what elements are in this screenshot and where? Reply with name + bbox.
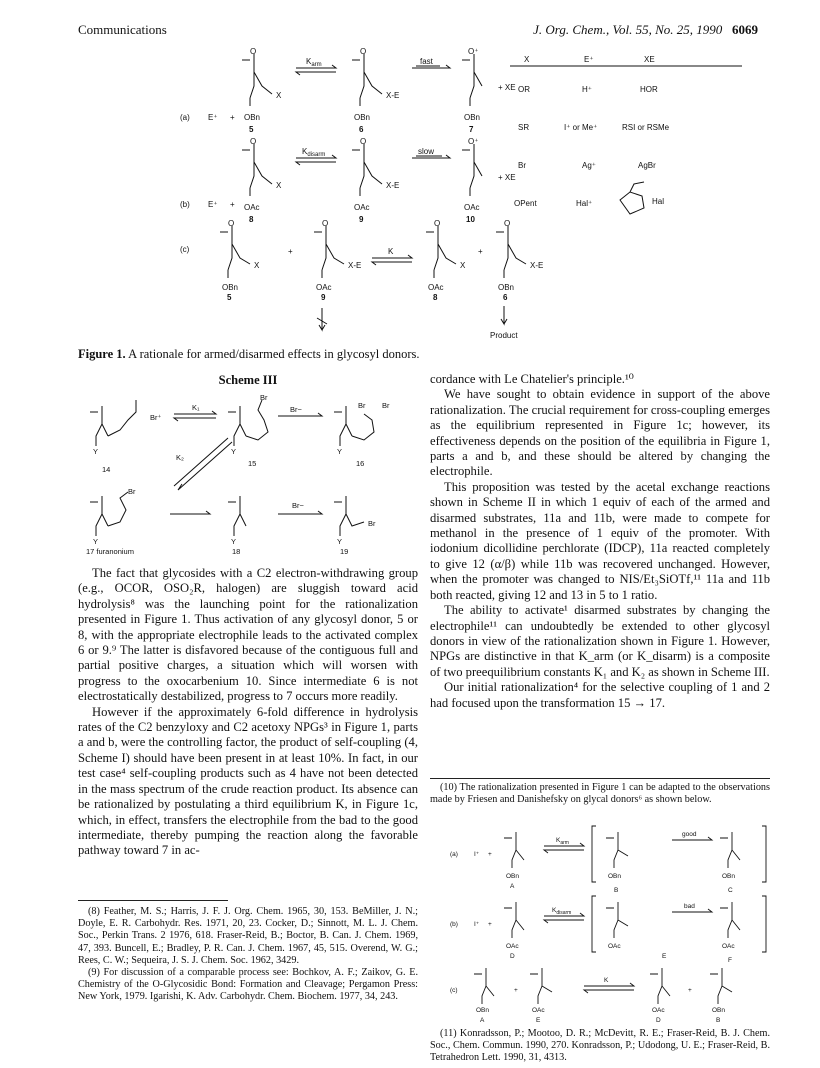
oxo-cation-10: O⁺ [468, 137, 479, 146]
oac-c9: OAc [316, 283, 332, 292]
complex-6: X-E [386, 91, 400, 100]
right-paragraph: This proposition was tested by the acetal exchange reactions shown in Scheme II in which 1 equiv of each of the armed and disarmed substrates, 11a and 11b, were made to compete for methanol in the presence of 1 equiv of the promoter. With iodonium dicollidine perchlorate (IDCP), 11a reacted completely to give 12 (α/β) while 11b was recovered unchanged. However, when the promoter was changed to NIS/Et₃SiOTf,¹¹ 11a and 11b both reacted, giving 12 and 13 in 5 to 1 ratio. [430, 479, 770, 602]
br-19: Br [368, 519, 376, 528]
svg-text:+: + [488, 851, 492, 858]
right-paragraph: cordance with Le Chatelier's principle.¹⁰ [430, 372, 634, 386]
left-paragraph: The fact that glycosides with a C2 electron-withdrawing group (e.g., OCOR, OSO₂R, halogen) are sluggish toward acid hydrolysis⁸ was the launching point for the rationalization presented in Figure 1. Thus activation of any glycosyl donor, 5 or 8, with the appropriate electrophile leads to the activated complex 6 or 9.⁹ The latter is disfavored because of the contiguous full and partial positive charges, a situation which will worsen with progress to the oxocarbenium 10. Since intermediate 6 is not electrostatically destabilized, progress to 7 occurs more readily. [78, 566, 418, 704]
fn-letter-cE: E [536, 1017, 541, 1024]
fn-letter-cD: D [656, 1017, 661, 1024]
fn-karm: $K_{arm}$ [556, 837, 569, 846]
fn-kdisarm: $K_{disarm}$ [552, 907, 572, 916]
ring-o-6: O [360, 47, 367, 56]
br-minus-1: Br− [290, 405, 302, 414]
table-cell: OR [518, 85, 530, 94]
intermediate-E [606, 902, 628, 938]
fn-obn-c: OBn [722, 873, 736, 880]
structure-15 [228, 400, 268, 446]
fn-letter-B: B [614, 887, 619, 894]
glycal-A-c [474, 968, 494, 1004]
structure-16 [334, 406, 374, 446]
table-cell: RSI or RSMe [622, 123, 670, 132]
y-19: Y [337, 537, 343, 546]
right-column-body [430, 372, 770, 711]
fn-letter-C: C [728, 887, 733, 894]
fn-row-b: (b) [450, 921, 458, 928]
label-17: 17 furanonium [86, 547, 134, 555]
cation-7 [462, 54, 482, 106]
table-cell: Ag⁺ [582, 161, 597, 170]
fn-letter-A: A [510, 883, 515, 890]
plus-c2: + [478, 247, 483, 256]
fn-oac-ce: OAc [532, 1007, 545, 1014]
arrow-k1 [174, 411, 216, 421]
label-6: 6 [359, 125, 364, 134]
table-header-xe: XE [644, 55, 655, 64]
sugar-6 [352, 54, 382, 106]
footnote-9: (9) For discussion of a comparable process see: Bochkov, A. F.; Zaikov, G. E. Chemistry of the O-Glycosidic Bond: Formation and Cleavage; Pergamon Press: New York, 1979. Igarishi, K. Adv. Carbohydr. Chem. Biochem. 1977, 34, 243. [78, 967, 418, 1003]
label-10: 10 [466, 215, 475, 224]
complex-c6: X-E [530, 261, 544, 270]
sugar-5 [242, 54, 272, 106]
electrophile-a: E⁺ [208, 113, 218, 122]
table-cell: Hal⁺ [576, 199, 593, 208]
sugar-c-9 [314, 226, 344, 278]
intermediate-B-c [710, 968, 732, 1004]
leaving-group-8: X [276, 181, 282, 190]
br-16a: Br [358, 401, 366, 410]
figure-1 [150, 42, 770, 342]
br-plus: Br⁺ [150, 413, 162, 422]
label-7: 7 [469, 125, 474, 134]
structure-19 [334, 496, 364, 536]
fn-obn-cb: OBn [712, 1007, 726, 1014]
table-header-e: E⁺ [584, 55, 594, 64]
k-arm-a: $K_{arm}$ [306, 57, 322, 68]
left-footnotes [78, 906, 418, 1004]
fn-good: good [682, 831, 697, 838]
obn-7: OBn [464, 113, 481, 122]
sugar-9 [352, 144, 382, 196]
ring-o-c6: O [504, 219, 511, 228]
electrophile-b: E⁺ [208, 200, 218, 209]
fn-obn-a: OBn [506, 873, 520, 880]
table-cell: HOR [640, 85, 658, 94]
br-16b: Br [382, 401, 390, 410]
structure-14 [90, 400, 136, 446]
oac-c8: OAc [428, 283, 444, 292]
arrow-k-c [372, 255, 412, 265]
fn-iplus-a: I⁺ [474, 851, 480, 858]
table-cell: I⁺ or Me⁺ [564, 123, 598, 132]
svg-text:+: + [514, 987, 518, 994]
fn-k: K [604, 977, 609, 984]
scheme-3 [78, 390, 418, 555]
fn-letter-E: E [662, 953, 667, 960]
left-paragraph: However if the approximately 6-fold difference in hydrolysis rates of the C2 benzyloxy and C2 acetoxy NPGs³ in Figure 1, parts a and b, were the controlling factor, the product of self-coupling (4, Scheme I) should have been present in at least 10%. In fact, in our test case⁴ self-coupling products such as 4 have not been detected in the mass spectrum of the crude reaction product. Its absence can be rationalized by postulating a third equilibrium K, in Figure 1c, which, in effect, transfers the electrophile from the bad to the good intermediate, thereby pumping the reaction along the favorable pathway toward 7 in ac- [78, 704, 418, 858]
product-label: Product [490, 331, 518, 340]
label-15: 15 [248, 459, 257, 468]
row-label-a: (a) [180, 113, 190, 122]
right-paragraph: The ability to activate¹ disarmed substrates by changing the electrophile¹¹ can undoubtedly be extended to other glycosyl donors in view of the rationalization shown in Figure 1. However, NPGs are distinctive in that K_arm (or K_disarm) is a composite of two preequilibrium constants K₁ and K₂ as shown in Scheme III. [430, 603, 770, 679]
left-column-body [78, 566, 418, 859]
obn-5: OBn [244, 113, 261, 122]
figure-1-caption-text: A rationale for armed/disarmed effects in glycosyl donors. [128, 347, 420, 361]
plus-a: + [230, 113, 235, 122]
svg-text:+: + [488, 921, 492, 928]
fn-iplus-b: I⁺ [474, 921, 480, 928]
glycal-D-c [650, 968, 670, 1004]
running-head-section: Communications [78, 22, 167, 37]
journal-citation: J. Org. Chem., Vol. 55, No. 25, 1990 [533, 22, 723, 37]
k1: K₁ [192, 403, 200, 412]
label-5: 5 [249, 125, 254, 134]
br-15: Br [260, 393, 268, 402]
br-17: Br [128, 487, 136, 496]
label-19: 19 [340, 547, 349, 555]
obn-6: OBn [354, 113, 371, 122]
table-cell: AgBr [638, 161, 656, 170]
right-paragraph: We have sought to obtain evidence in support of the above rationalization. The crucial requirement for cross-coupling emerges as the equilibrium represented in Figure 1c; however, its effectiveness depends on the position of the equilibria in Figure 1, parts a and b, and these should be altered by changing the electrophile. [430, 387, 770, 479]
table-cell: Hal [652, 197, 665, 206]
glycal-A [504, 832, 524, 868]
plus-c1: + [288, 247, 293, 256]
complex-9: X-E [386, 181, 400, 190]
footnote-8: (8) Feather, M. S.; Harris, J. F. J. Org. Chem. 1965, 30, 153. BeMiller, J. N.; Doyle, E. R. Carbohydr. Res. 1971, 20, 23. Cocker, D.; Sinnott, M. L. J. Chem. Soc., Perkin Trans. 2 1976, 618. Fraser-Reid, B.; Boctor, B. Can. J. Chem. 1969, 47, 393. Buncell, E.; Bradley, P. R. Can. J. Chem. 1967, 45, 515. Overend, W. G.; Rees, C. W.; Sequeira, J. S. J. Chem. Soc. 1962, 3429. [78, 906, 418, 966]
sugar-c-5 [220, 226, 250, 278]
fn-letter-cB: B [716, 1017, 721, 1024]
label-c6: 6 [503, 293, 508, 302]
ring-o-9: O [360, 137, 367, 146]
obn-c6: OBn [498, 283, 515, 292]
structure-18 [228, 496, 246, 536]
fn-obn-ca: OBn [476, 1007, 490, 1014]
label-8: 8 [249, 215, 254, 224]
table-cell: Br [518, 161, 526, 170]
sugar-8 [242, 144, 272, 196]
y-15: Y [231, 447, 237, 456]
fn-letter-F: F [728, 957, 732, 964]
oac-10: OAc [464, 203, 480, 212]
label-c9: 9 [321, 293, 326, 302]
arrow-18-19 [278, 511, 322, 514]
oac-9: OAc [354, 203, 370, 212]
table-cell: OPent [514, 199, 537, 208]
cation-10 [462, 144, 482, 196]
leaving-c5: X [254, 261, 260, 270]
y-18: Y [231, 537, 237, 546]
figure-1-caption [78, 347, 768, 362]
fn-row-c: (c) [450, 987, 458, 994]
fn-letter-D: D [510, 953, 515, 960]
cation-C [720, 832, 740, 868]
footnote-10-figure [444, 822, 774, 1027]
y-16: Y [337, 447, 343, 456]
table-header-x: X [524, 55, 530, 64]
fn-oac-e: OAc [608, 943, 621, 950]
ring-o-8: O [250, 137, 257, 146]
ring-o-c9: O [322, 219, 329, 228]
intermediate-B [606, 832, 628, 868]
arrow-k2 [174, 438, 232, 490]
footnote-10-text: (10) The rationalization presented in Figure 1 can be adapted to the observations made by Friesen and Danishefsky on glycal donors⁶ as shown below. [430, 782, 770, 806]
obn-c5: OBn [222, 283, 239, 292]
fn-letter-cA: A [480, 1017, 485, 1024]
cation-F [720, 902, 740, 938]
row-label-b: (b) [180, 200, 190, 209]
sugar-c-8 [426, 226, 456, 278]
row-label-c: (c) [180, 245, 190, 254]
footnote-11 [430, 1028, 770, 1065]
byproduct-b: + XE [498, 173, 516, 182]
oac-8: OAc [244, 203, 260, 212]
table-cell: H⁺ [582, 85, 592, 94]
glycal-D [504, 902, 524, 938]
y-17: Y [93, 537, 99, 546]
ring-o-5: O [250, 47, 257, 56]
sugar-c-6 [496, 226, 526, 278]
figure-1-label: Figure 1. [78, 347, 126, 361]
page-number: 6069 [732, 22, 758, 37]
ring-o-c5: O [228, 219, 235, 228]
label-18: 18 [232, 547, 241, 555]
intermediate-E-c [530, 968, 552, 1004]
arrow-17-18 [170, 511, 210, 514]
label-c8: 8 [433, 293, 438, 302]
k-c: K [388, 247, 394, 256]
o-14: Y [93, 447, 99, 456]
fn-row-a: (a) [450, 851, 458, 858]
label-9: 9 [359, 215, 364, 224]
oxo-cation-7: O⁺ [468, 47, 479, 56]
fn-oac-cd: OAc [652, 1007, 665, 1014]
footnote-11-text: (11) Konradsson, P.; Mootoo, D. R.; McDevitt, R. E.; Fraser-Reid, B. J. Chem. Soc., Chem. Commun. 1990, 270. Konradsson, P.; Udodong, U. E.; Fraser-Reid, B. Tetrahedron Lett. 1990, 31, 4313. [430, 1028, 770, 1064]
label-14: 14 [102, 465, 111, 474]
left-footnote-rule [78, 900, 228, 901]
byproduct-a: + XE [498, 83, 516, 92]
slow-label: slow [418, 147, 435, 156]
right-paragraph: Our initial rationalization⁴ for the selective coupling of 1 and 2 had focused upon the transformation 15 → 17. [430, 680, 770, 710]
br-minus-2: Br− [292, 501, 304, 510]
pentenyl-ring-icon [620, 182, 644, 214]
table-cell: SR [518, 123, 530, 132]
footnote-10 [430, 782, 770, 806]
k2: K₂ [176, 453, 184, 462]
product-arrow [501, 306, 507, 324]
scheme-3-title: Scheme III [218, 373, 278, 387]
fn-oac-f: OAc [722, 943, 735, 950]
plus-b: + [230, 200, 235, 209]
leaving-c8: X [460, 261, 466, 270]
svg-text:+: + [688, 987, 692, 994]
structure-17 [90, 492, 128, 536]
complex-c9: X-E [348, 261, 362, 270]
leaving-group-5: X [276, 91, 282, 100]
fn-oac-d: OAc [506, 943, 519, 950]
fn-bad: bad [684, 903, 695, 910]
fn-obn-b: OBn [608, 873, 622, 880]
running-head-journal [533, 22, 758, 38]
label-16: 16 [356, 459, 365, 468]
blocked-arrow [317, 308, 327, 330]
fast-label: fast [420, 57, 433, 66]
k-disarm-b: $K_{disarm}$ [302, 147, 326, 158]
ring-o-c8: O [434, 219, 441, 228]
label-c5: 5 [227, 293, 232, 302]
right-footnote-rule [430, 778, 770, 779]
